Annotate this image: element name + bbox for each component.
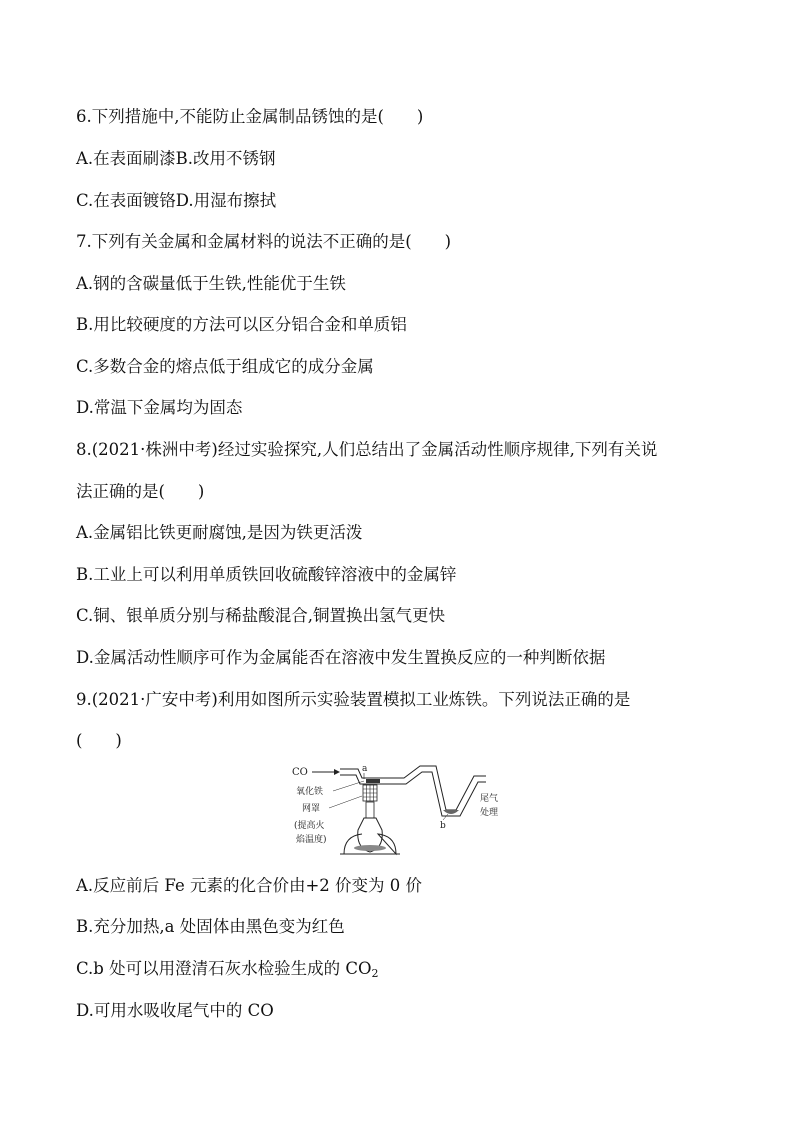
- question-7-option-c: C.多数合金的熔点低于组成它的成分金属: [76, 357, 374, 376]
- question-8-option-d: D.金属活动性顺序可作为金属能否在溶液中发生置换反应的一种判断依据: [76, 648, 606, 667]
- co2-subscript: 2: [371, 967, 379, 980]
- question-9-option-a: A.反应前后 Fe 元素的化合价由+2 价变为 0 价: [76, 876, 423, 895]
- v-tube-outer: [426, 766, 486, 810]
- question-9-stem-line2: ( ): [76, 731, 122, 750]
- question-9-option-c-text: C.b 处可以用澄清石灰水检验生成的 CO: [76, 959, 372, 978]
- label-iron-oxide: 氧化铁: [296, 787, 324, 797]
- iron-smelting-apparatus-diagram: [290, 762, 515, 866]
- question-9-stem-line1: 9.(2021·广安中考)利用如图所示实验装置模拟工业炼铁。下列说法正确的是: [76, 690, 631, 709]
- label-mesh: 网罩: [302, 804, 321, 814]
- label-raise-line2: 焰温度): [296, 835, 327, 845]
- question-8-option-a: A.金属铝比铁更耐腐蚀,是因为铁更活泼: [76, 523, 363, 542]
- question-9-option-d: D.可用水吸收尾气中的 CO: [76, 1001, 274, 1020]
- question-7-option-d: D.常温下金属均为固态: [76, 398, 243, 417]
- limewater: [443, 810, 459, 814]
- co-arrow-head: [334, 769, 340, 775]
- question-7-option-a: A.钢的含碳量低于生铁,性能优于生铁: [76, 274, 346, 293]
- question-6-option-ab: A.在表面刷漆B.改用不锈钢: [76, 149, 276, 168]
- question-9-option-c: [76, 959, 379, 984]
- question-8-stem-line1: 8.(2021·株洲中考)经过实验探究,人们总结出了金属活动性顺序规律,下列有关说: [76, 440, 658, 459]
- label-tail-gas: 尾气: [480, 794, 499, 804]
- label-raise-line1: (提高火: [294, 821, 325, 831]
- label-treatment: 处理: [480, 808, 499, 818]
- lamp-wick-holder: [366, 802, 374, 818]
- label-b: b: [440, 821, 446, 831]
- label-a: a: [362, 764, 368, 774]
- question-9-option-b: B.充分加热,a 处固体由黑色变为红色: [76, 917, 345, 936]
- iron-oxide-solid: [366, 779, 380, 783]
- question-6-option-cd: C.在表面镀铬D.用湿布擦拭: [76, 191, 277, 210]
- question-8-stem-line2: 法正确的是( ): [76, 482, 205, 501]
- question-7-option-b: B.用比较硬度的方法可以区分铝合金和单质铝: [76, 315, 407, 334]
- glass-tube-upper: [340, 766, 426, 778]
- question-8-option-c: C.铜、银单质分别与稀盐酸混合,铜置换出氢气更快: [76, 606, 446, 625]
- co-label: CO: [292, 767, 308, 778]
- question-7-stem: 7.下列有关金属和金属材料的说法不正确的是( ): [76, 232, 452, 251]
- question-8-option-b: B.工业上可以利用单质铁回收硫酸锌溶液中的金属锌: [76, 565, 457, 584]
- question-6-stem: 6.下列措施中,不能防止金属制品锈蚀的是( ): [76, 107, 424, 126]
